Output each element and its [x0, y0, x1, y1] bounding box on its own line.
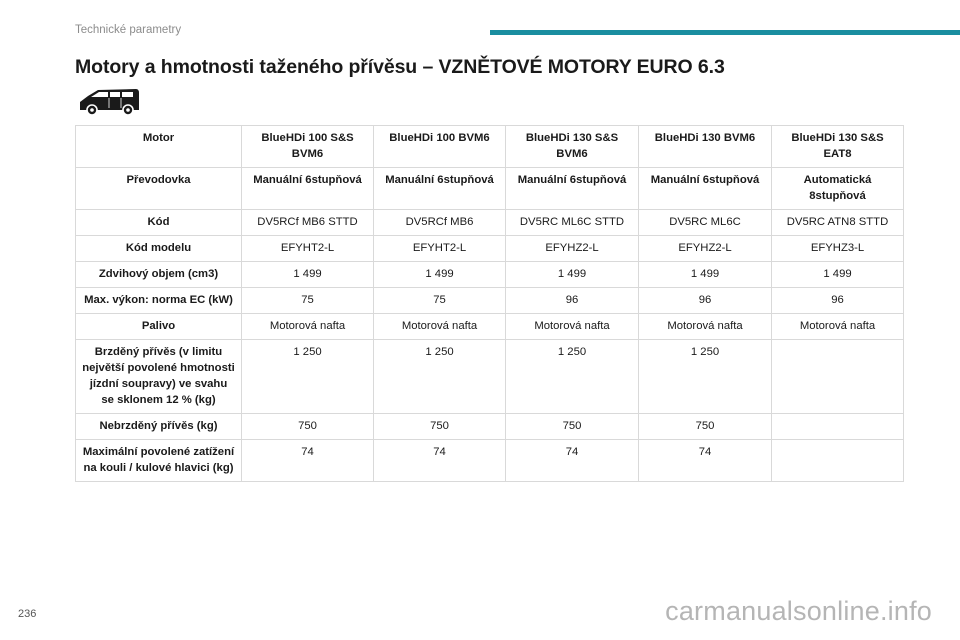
page-title: Motory a hmotnosti taženého přívěsu – VZNĚTOVÉ MOTORY EURO 6.3 — [75, 56, 725, 78]
table-cell: 1 250 — [242, 340, 374, 414]
table-cell: 1 499 — [374, 262, 506, 288]
watermark: carmanualsonline.info — [665, 596, 932, 626]
table-cell: 750 — [639, 414, 772, 440]
table-row — [76, 440, 904, 482]
table-cell — [772, 414, 904, 440]
table-cell: BlueHDi 130 S&S EAT8 — [772, 126, 904, 168]
table-row — [76, 314, 904, 340]
table-cell: Manuální 6stupňová — [242, 168, 374, 210]
table-cell: 74 — [242, 440, 374, 482]
table-cell: 74 — [506, 440, 639, 482]
table-cell: DV5RC ML6C — [639, 210, 772, 236]
row-label: Převodovka — [76, 168, 242, 210]
table-cell: 1 250 — [374, 340, 506, 414]
table-row — [76, 340, 904, 414]
table-cell: Motorová nafta — [506, 314, 639, 340]
table-cell — [772, 340, 904, 414]
row-label: Palivo — [76, 314, 242, 340]
row-label: Zdvihový objem (cm3) — [76, 262, 242, 288]
row-label: Brzděný přívěs (v limitu největší povolené hmotnosti jízdní soupravy) ve svahu se sklonem 12 % (kg) — [76, 340, 242, 414]
table-cell: 96 — [639, 288, 772, 314]
table-cell: 74 — [639, 440, 772, 482]
table-cell: 750 — [506, 414, 639, 440]
table-cell: DV5RCf MB6 — [374, 210, 506, 236]
row-label: Nebrzděný přívěs (kg) — [76, 414, 242, 440]
table-cell: EFYHZ3-L — [772, 236, 904, 262]
table-cell: DV5RC ML6C STTD — [506, 210, 639, 236]
table-cell: Motorová nafta — [374, 314, 506, 340]
table-cell: Motorová nafta — [639, 314, 772, 340]
table-row — [76, 414, 904, 440]
table-cell: 750 — [242, 414, 374, 440]
engine-spec-table — [75, 125, 904, 482]
table-row — [76, 168, 904, 210]
table-cell: EFYHZ2-L — [639, 236, 772, 262]
header-accent-bar — [490, 30, 960, 35]
van-icon — [78, 86, 142, 118]
row-label: Motor — [76, 126, 242, 168]
table-row — [76, 288, 904, 314]
section-label: Technické parametry — [75, 24, 182, 36]
table-cell: EFYHT2-L — [374, 236, 506, 262]
table-cell: BlueHDi 130 S&S BVM6 — [506, 126, 639, 168]
table-cell: 1 250 — [639, 340, 772, 414]
row-label: Kód — [76, 210, 242, 236]
table-row — [76, 262, 904, 288]
table-cell: DV5RCf MB6 STTD — [242, 210, 374, 236]
page-number: 236 — [18, 608, 37, 620]
table-row — [76, 236, 904, 262]
table-cell: BlueHDi 100 S&S BVM6 — [242, 126, 374, 168]
table-cell: Motorová nafta — [242, 314, 374, 340]
table-cell: 96 — [506, 288, 639, 314]
table-cell: DV5RC ATN8 STTD — [772, 210, 904, 236]
row-label: Max. výkon: norma EC (kW) — [76, 288, 242, 314]
row-label: Maximální povolené zatížení na kouli / kulové hlavici (kg) — [76, 440, 242, 482]
table-cell: 1 499 — [772, 262, 904, 288]
table-cell: Motorová nafta — [772, 314, 904, 340]
table-cell: 96 — [772, 288, 904, 314]
table-cell: 1 499 — [242, 262, 374, 288]
table-cell: Automatická 8stupňová — [772, 168, 904, 210]
table-cell: 1 250 — [506, 340, 639, 414]
table-cell: EFYHZ2-L — [506, 236, 639, 262]
table-cell: Manuální 6stupňová — [639, 168, 772, 210]
table-cell: 750 — [374, 414, 506, 440]
table-cell — [772, 440, 904, 482]
table-cell: Manuální 6stupňová — [506, 168, 639, 210]
table-cell: 75 — [374, 288, 506, 314]
table-cell: 75 — [242, 288, 374, 314]
row-label: Kód modelu — [76, 236, 242, 262]
table-cell: 1 499 — [639, 262, 772, 288]
table-cell: BlueHDi 100 BVM6 — [374, 126, 506, 168]
table-cell: 1 499 — [506, 262, 639, 288]
table-cell: BlueHDi 130 BVM6 — [639, 126, 772, 168]
table-cell: EFYHT2-L — [242, 236, 374, 262]
table-cell: Manuální 6stupňová — [374, 168, 506, 210]
table-cell: 74 — [374, 440, 506, 482]
table-header-row — [76, 126, 904, 168]
table-row — [76, 210, 904, 236]
